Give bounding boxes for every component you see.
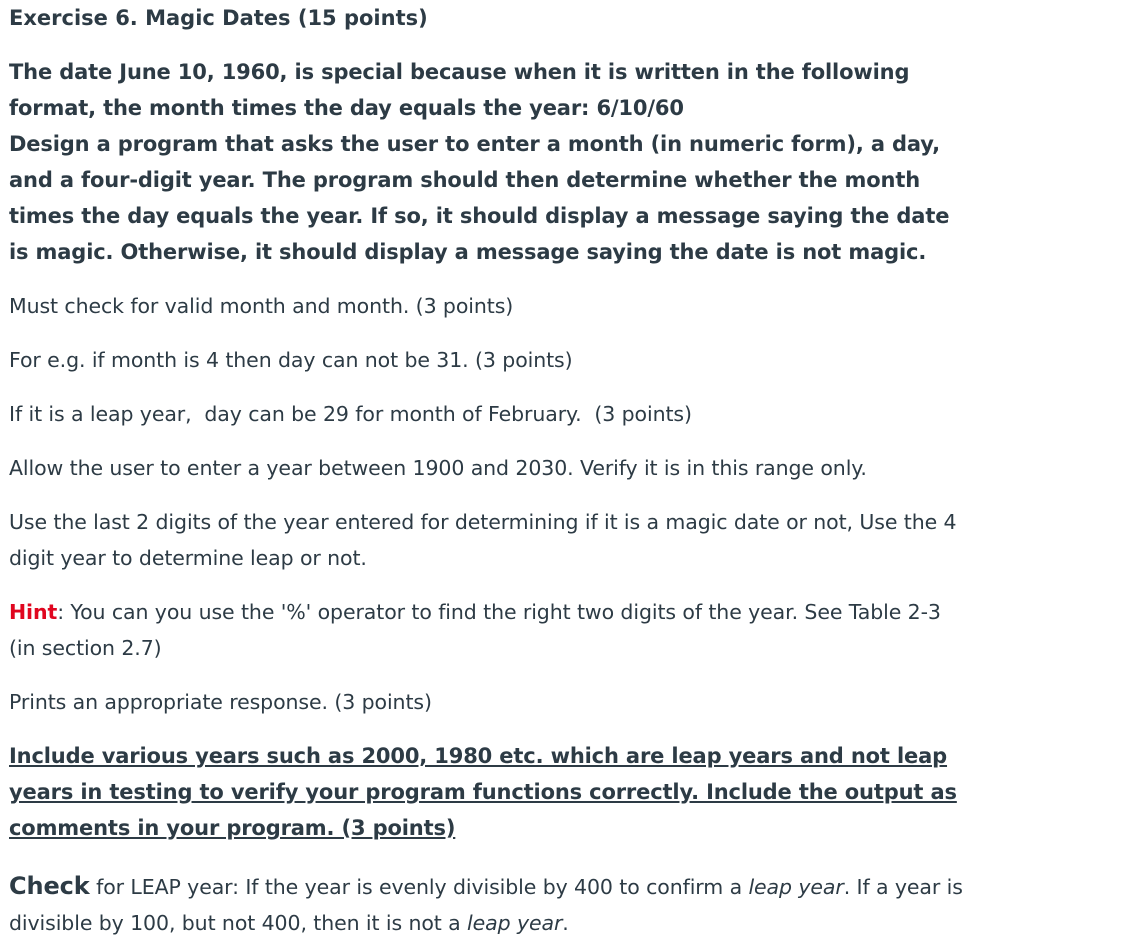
- leap-february-requirement: If it is a leap year, day can be 29 for month of February. (3 points): [9, 402, 692, 426]
- check-emphasis-2: leap year: [467, 911, 563, 935]
- hint-paragraph: [9, 594, 969, 666]
- check-text-3: .: [562, 911, 569, 935]
- testing-requirement: Include various years such as 2000, 1980 etc. which are leap years and not leap years in testing to verify your program functions correctly. Include the output as comments in your program. (3 points): [9, 744, 957, 840]
- response-requirement: Prints an appropriate response. (3 points): [9, 690, 432, 714]
- check-text-1: for LEAP year: If the year is evenly divisible by 400 to confirm a: [89, 875, 749, 899]
- example-requirement: For e.g. if month is 4 then day can not be 31. (3 points): [9, 348, 573, 372]
- last-digits-requirement: Use the last 2 digits of the year entered for determining if it is a magic date or not, Use the 4 digit year to determine leap or not.: [9, 510, 957, 570]
- intro-line-1: The date June 10, 1960, is special because when it is written in the following format, the month times the day equals the year: 6/10/60: [9, 60, 910, 120]
- check-emphasis-1: leap year: [748, 875, 844, 899]
- year-range-requirement: Allow the user to enter a year between 1900 and 2030. Verify it is in this range only.: [9, 456, 867, 480]
- intro-line-2: Design a program that asks the user to enter a month (in numeric form), a day, and a four-digit year. The program should then determine whether the month times the day equals the year. If so, it should display a message saying the date is magic. Otherwise, it should display a message saying the date is not magic.: [9, 132, 950, 264]
- check-text-2: . If a year is divisible by 100, but not 400, then it is not a: [9, 875, 963, 935]
- intro-paragraph: [9, 54, 969, 270]
- leap-check-paragraph: [9, 868, 969, 941]
- check-label: Check: [9, 872, 90, 900]
- hint-text: : You can you use the '%' operator to find the right two digits of the year. See Table 2-3 (in section 2.7): [9, 600, 941, 660]
- hint-label: Hint: [9, 600, 58, 624]
- valid-check-requirement: Must check for valid month and month. (3 points): [9, 294, 514, 318]
- page-title: Exercise 6. Magic Dates (15 points): [9, 6, 428, 30]
